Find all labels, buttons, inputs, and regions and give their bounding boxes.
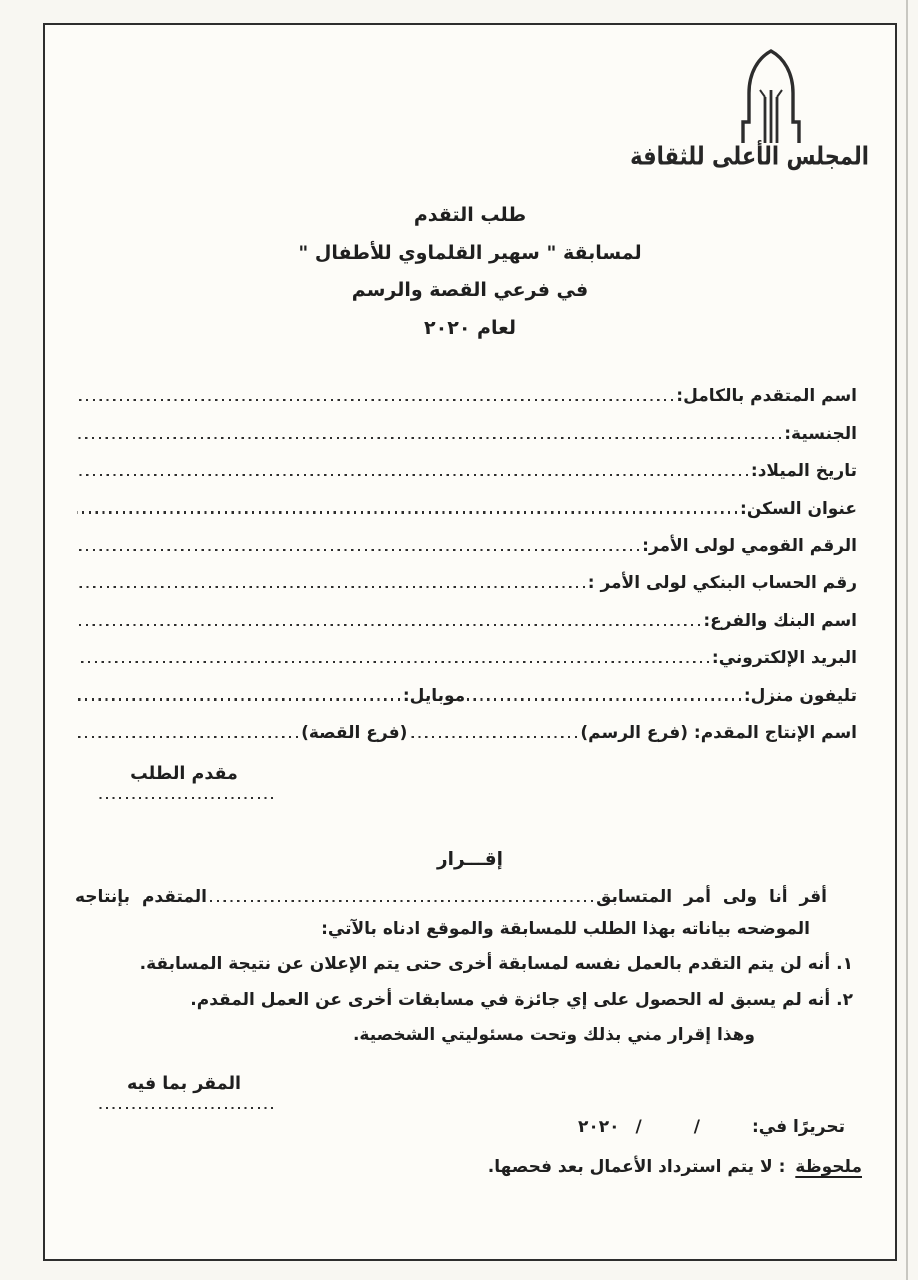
field-row-full-name (75, 371, 857, 408)
field-row-address (75, 483, 857, 520)
field-label: اسم البنك والفرع: (703, 610, 857, 631)
field-row-phones (75, 670, 857, 707)
mobile-label: موبايل: (402, 685, 466, 706)
fill-in-line (209, 900, 593, 902)
note-text: : لا يتم استرداد الأعمال بعد فحصها. (487, 1157, 786, 1178)
date-slash: / (693, 1117, 700, 1138)
applicant-signature-label: مقدم الطلب (130, 763, 238, 784)
applicant-signature-block (95, 762, 273, 799)
work-drawing-label: اسم الإنتاج المقدم: (فرع الرسم) (580, 722, 857, 743)
note-label: ملحوظة (795, 1157, 862, 1178)
form-fields (75, 371, 857, 745)
mihrab-arch-icon (673, 43, 869, 143)
fill-in-line (77, 399, 673, 401)
field-label: البريد الإلكتروني: (711, 648, 857, 669)
acknowledger-signature-block (95, 1072, 273, 1109)
declaration-heading: إقـــرار (437, 849, 503, 871)
field-row-guardian-bank-account (75, 558, 857, 595)
form-title: طلب التقدم (413, 204, 527, 226)
competition-name: لمسابقة " سهير القلماوي للأطفال " (298, 241, 642, 264)
declaration-intro-line (75, 886, 827, 909)
field-label: الرقم القومي لولى الأمر: (642, 535, 857, 556)
fill-in-line (77, 736, 298, 738)
fill-in-line (77, 474, 748, 476)
field-row-email (75, 633, 857, 670)
fill-in-line (77, 661, 709, 663)
fill-in-line (467, 698, 741, 700)
home-phone-label: تليفون منزل: (743, 685, 857, 706)
supreme-council-culture-logo (630, 43, 869, 171)
fill-in-line (77, 624, 700, 626)
field-row-bank-name-branch (75, 595, 857, 632)
signature-line (95, 1107, 273, 1109)
declaration-intro-end: المتقدم بإنتاجه (75, 887, 208, 908)
field-label: تاريخ الميلاد: (750, 461, 857, 482)
declaration-intro-line2: الموضحه بياناته بهذا الطلب للمسابقة والموقع ادناه بالآتي: (321, 919, 810, 940)
fill-in-line (409, 736, 577, 738)
fill-in-line (77, 549, 639, 551)
competition-year: لعام ٢٠٢٠ (424, 316, 516, 339)
note-line (45, 1157, 862, 1177)
declaration-intro-start: أقر أنا ولى أمر المتسابق (596, 887, 827, 908)
form-border-frame (43, 23, 897, 1261)
date-line (45, 1117, 895, 1137)
field-label: عنوان السكن: (740, 498, 857, 519)
fill-in-line (77, 698, 400, 700)
scan-page-edge (906, 0, 908, 1280)
date-year: ٢٠٢٠ (578, 1117, 620, 1138)
logo-calligraphy-text: المجلس الأعلى للثقافة (630, 141, 869, 171)
field-label: الجنسية: (784, 423, 857, 444)
field-row-birth-date (75, 446, 857, 483)
field-label: رقم الحساب البنكي لولى الأمر : (587, 573, 857, 594)
declaration-closing: وهذا إقرار مني بذلك وتحت مسئوليتي الشخصية. (352, 1025, 755, 1046)
work-story-label: (فرع القصة) (301, 722, 408, 743)
field-row-guardian-national-id (75, 521, 857, 558)
date-label: تحريرًا في: (751, 1117, 845, 1138)
signature-line (95, 797, 273, 799)
field-label: اسم المتقدم بالكامل: (676, 386, 857, 407)
fill-in-line (77, 511, 737, 513)
declaration-item-2: ٢. أنه لم يسبق له الحصول على إي جائزة في مسابقات أخرى عن العمل المقدم. (190, 990, 853, 1011)
fill-in-line (77, 586, 585, 588)
date-slash: / (635, 1117, 642, 1138)
acknowledger-signature-label: المقر بما فيه (126, 1074, 242, 1095)
field-row-nationality (75, 408, 857, 445)
declaration-item-1: ١. أنه لن يتم التقدم بالعمل نفسه لمسابقة أخرى حتى يتم الإعلان عن نتيجة المسابقة. (139, 954, 853, 975)
competition-branches: في فرعي القصة والرسم (351, 279, 589, 301)
field-row-submitted-work (75, 708, 857, 745)
fill-in-line (77, 437, 781, 439)
